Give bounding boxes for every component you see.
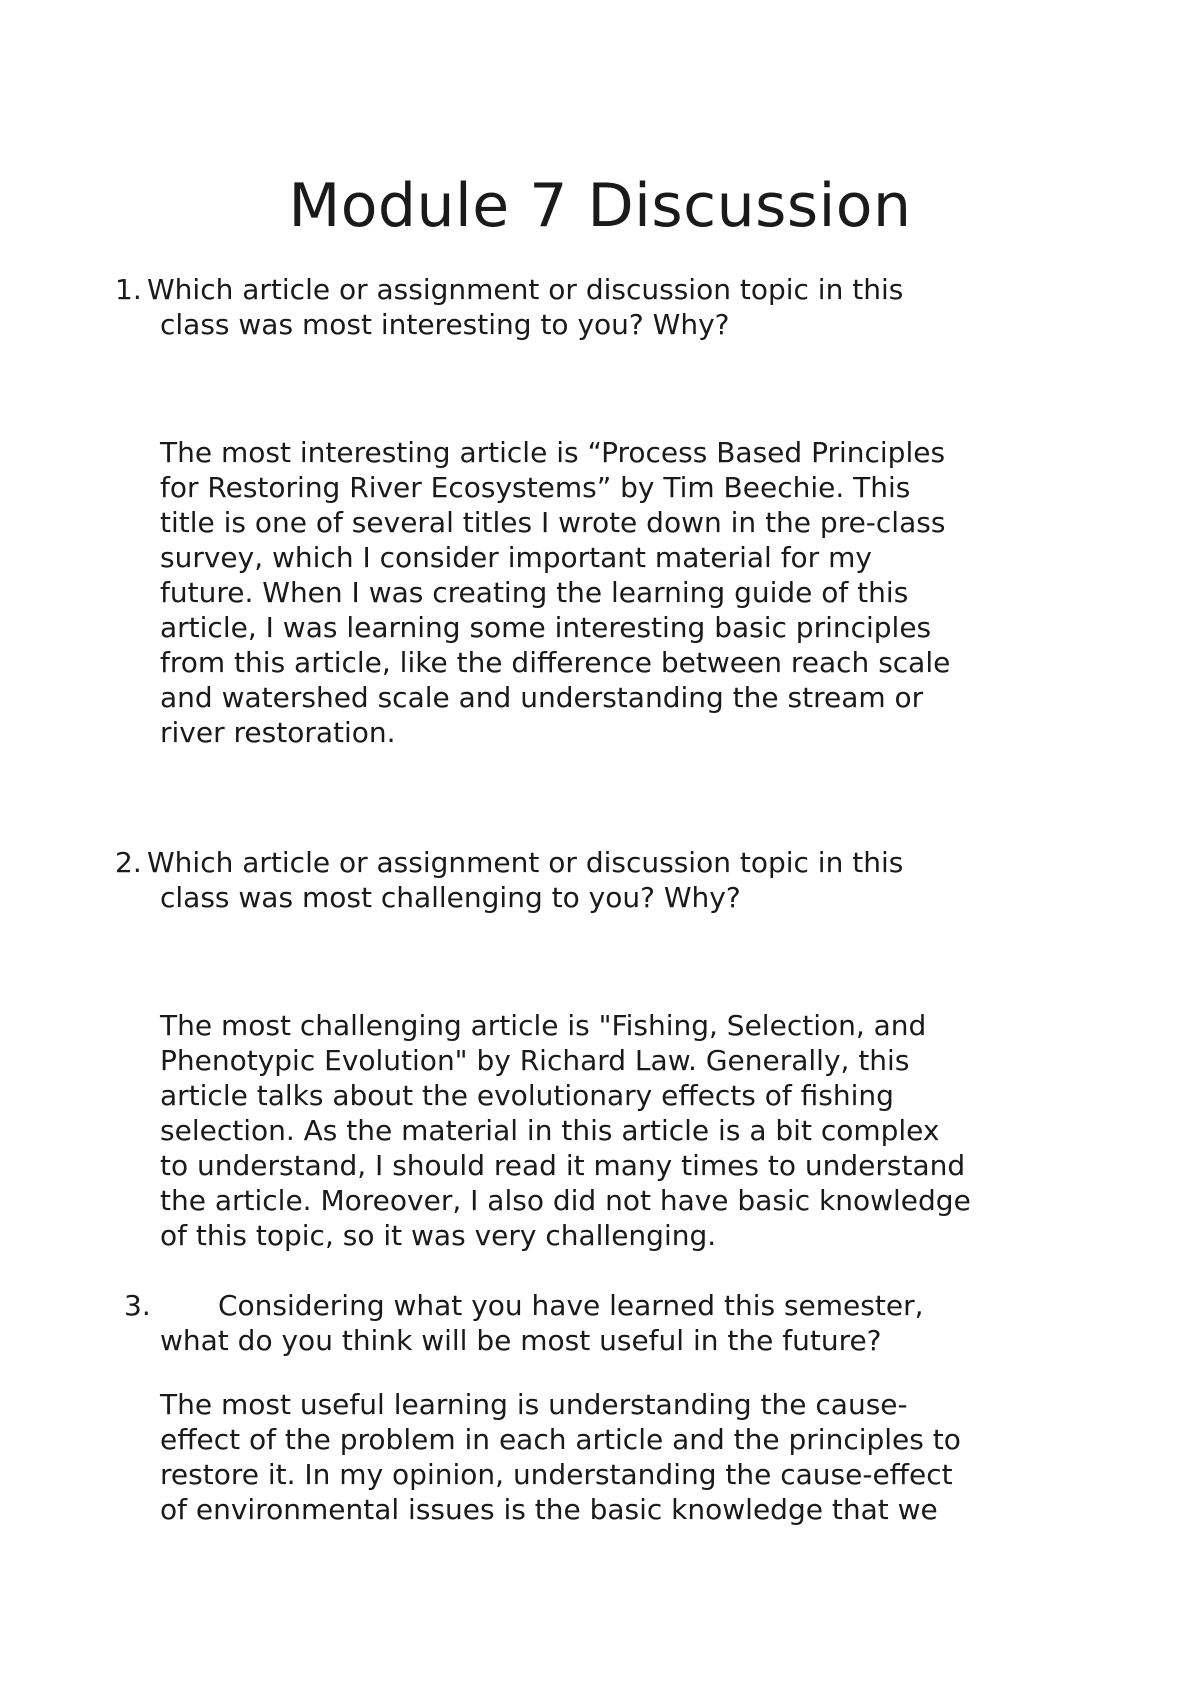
question-text: class was most challenging to you? Why? [160,881,741,914]
question-first-line: Which article or assignment or discussion topic in this [147,273,904,306]
question-text: class was most interesting to you? Why? [160,308,730,341]
question-first-line: Considering what you have learned this semester, [218,1289,924,1322]
question-number: 1. [115,273,142,306]
page-title: Module 7 Discussion [288,171,912,241]
answer-3: The most useful learning is understanding the cause- effect of the problem in each article and the principles to restore it. In my opinion, understanding the cause-effect of environmental issues is the basic knowledge that we [160,1388,961,1526]
question-text: what do you think will be most useful in the future? [160,1324,882,1357]
answer-2: The most challenging article is "Fishing, Selection, and Phenotypic Evolution" by Richard Law. Generally, this article talks about the evolutionary effects of fishing selection. As the material in this article is a bit complex to understand, I should read it many times to understand the article. Moreover, I also did not have basic knowledge of this topic, so it was very challenging. [160,1009,971,1252]
question-first-line: Which article or assignment or discussion topic in this [147,846,904,879]
question-number: 2. [115,846,142,879]
answer-1: The most interesting article is “Process Based Principles for Restoring River Ecosystems” by Tim Beechie. This title is one of several titles I wrote down in the pre-class survey, which I consider important material for my future. When I was creating the learning guide of this article, I was learning some interesting basic principles from this article, like the difference between reach scale and watershed scale and understanding the stream or river restoration. [160,436,951,749]
question-number: 3. [124,1289,151,1322]
